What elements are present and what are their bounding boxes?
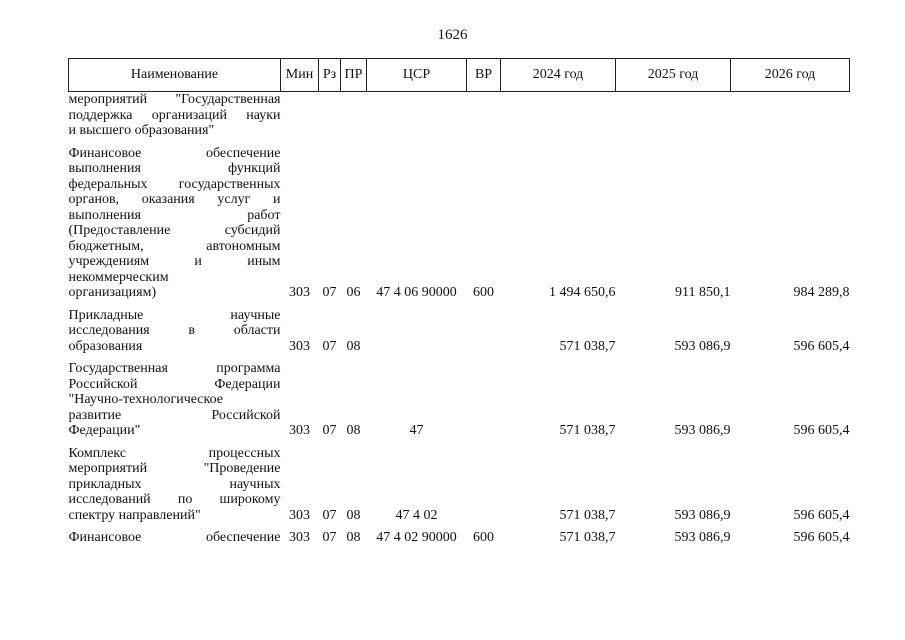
name-line: некоммерческим: [68, 269, 169, 285]
cell-2026: [731, 92, 850, 139]
name-line: выполнения работ: [68, 207, 281, 223]
table-row: [69, 308, 850, 355]
cell-vr: 600: [473, 530, 494, 545]
header-name: Наименование: [69, 59, 281, 92]
cell-2025: 593 086,9: [674, 507, 731, 523]
name-line: развитие Российской: [68, 407, 281, 423]
cell-pr: [341, 92, 367, 139]
cell-rz: [319, 92, 341, 139]
cell-name: [69, 308, 281, 355]
name-line: организациям): [68, 285, 157, 300]
cell-2025: 911 850,1: [675, 285, 731, 300]
row-spacer: [69, 523, 850, 530]
header-vr: ВР: [467, 59, 501, 92]
cell-csr: 47 4 02: [395, 507, 438, 523]
row-spacer-cell: [69, 301, 850, 308]
cell-min: [281, 92, 319, 139]
header-row: [69, 59, 850, 92]
cell-2025: 593 086,9: [674, 423, 731, 438]
cell-vr: [467, 92, 501, 139]
cell-min: 303: [289, 423, 310, 438]
row-spacer-cell: [69, 439, 850, 446]
row-spacer: [69, 301, 850, 308]
budget-table: [68, 58, 850, 546]
table-row: [69, 446, 850, 524]
name-line: (Предоставление субсидий: [68, 223, 281, 238]
name-line: Финансовое обеспечение: [68, 530, 281, 545]
cell-rz: 07: [322, 285, 337, 300]
name-line: прикладных научных: [68, 476, 281, 492]
cell-rz: 07: [322, 423, 337, 438]
table-row: [69, 530, 850, 546]
name-line: мероприятий "Проведение: [68, 461, 281, 476]
cell-2024: 571 038,7: [559, 338, 616, 354]
header-rz: Рз: [319, 59, 341, 92]
cell-2024: 571 038,7: [559, 530, 616, 545]
table-row: [69, 92, 850, 139]
cell-name: [69, 446, 281, 524]
cell-csr: 47 4 02 90000: [376, 530, 457, 545]
header-2025: 2025 год: [616, 59, 731, 92]
name-line: учреждениям и иным: [68, 254, 281, 269]
header-2026: 2026 год: [731, 59, 850, 92]
name-line: бюджетным, автономным: [68, 238, 281, 254]
table-row: [69, 146, 850, 301]
cell-csr: 47: [409, 423, 424, 438]
cell-pr: 08: [346, 507, 361, 523]
name-line: Комплекс процессных: [68, 445, 281, 461]
cell-csr: 47 4 06 90000: [376, 285, 457, 300]
cell-vr: [467, 446, 501, 524]
cell-2024: 571 038,7: [559, 423, 616, 438]
cell-2026: 984 289,8: [793, 285, 850, 300]
cell-name: [69, 146, 281, 301]
table-body: [69, 92, 850, 546]
cell-2026: 596 605,4: [793, 423, 850, 438]
cell-2025: 593 086,9: [674, 338, 731, 354]
cell-vr: [467, 361, 501, 439]
name-line: образования: [68, 338, 143, 354]
cell-2024: 571 038,7: [559, 507, 616, 523]
cell-vr: 600: [473, 285, 494, 300]
name-line: спектру направлений": [68, 507, 201, 523]
cell-2024: [501, 92, 616, 139]
page-number: 1626: [437, 27, 468, 43]
name-line: Федерации": [68, 423, 141, 438]
name-line: федеральных государственных: [68, 176, 281, 192]
name-line: Финансовое обеспечение: [68, 145, 281, 161]
cell-min: 303: [289, 338, 310, 354]
header-2024: 2024 год: [501, 59, 616, 92]
cell-csr: [367, 92, 467, 139]
cell-pr: 06: [346, 285, 361, 300]
name-line: исследований по широкому: [68, 492, 281, 507]
name-line: Российской Федерации: [68, 376, 281, 392]
cell-2025: [616, 92, 731, 139]
cell-2024: 1 494 650,6: [549, 285, 616, 300]
row-spacer: [69, 139, 850, 146]
cell-pr: 08: [346, 338, 361, 354]
cell-min: 303: [289, 507, 310, 523]
cell-2025: 593 086,9: [674, 530, 731, 545]
cell-name: [69, 530, 281, 546]
header-min: Мин: [281, 59, 319, 92]
cell-pr: 08: [346, 530, 361, 545]
row-spacer-cell: [69, 523, 850, 530]
name-line: и высшего образования": [68, 123, 215, 138]
cell-csr: [367, 308, 467, 355]
name-line: Государственная программа: [68, 361, 281, 376]
cell-2026: 596 605,4: [793, 530, 850, 545]
cell-min: 303: [289, 530, 310, 545]
cell-vr: [467, 308, 501, 355]
header-csr: ЦСР: [367, 59, 467, 92]
cell-name: [69, 361, 281, 439]
header-pr: ПР: [341, 59, 367, 92]
cell-min: 303: [289, 285, 310, 300]
cell-name: [69, 92, 281, 139]
name-line: Прикладные научные: [68, 307, 281, 323]
cell-2026: 596 605,4: [793, 507, 850, 523]
row-spacer: [69, 354, 850, 361]
name-line: мероприятий "Государственная: [68, 92, 281, 107]
name-line: "Научно-технологическое: [68, 392, 223, 407]
name-line: исследования в области: [68, 323, 281, 338]
cell-pr: 08: [346, 423, 361, 438]
row-spacer: [69, 439, 850, 446]
row-spacer-cell: [69, 139, 850, 146]
cell-rz: 07: [322, 338, 337, 354]
name-line: выполнения функций: [68, 161, 281, 176]
name-line: поддержка организаций науки: [68, 107, 281, 123]
cell-rz: 07: [322, 530, 337, 545]
name-line: органов, оказания услуг и: [68, 192, 281, 207]
row-spacer-cell: [69, 354, 850, 361]
cell-rz: 07: [322, 507, 337, 523]
cell-2026: 596 605,4: [793, 338, 850, 354]
table-row: [69, 361, 850, 439]
